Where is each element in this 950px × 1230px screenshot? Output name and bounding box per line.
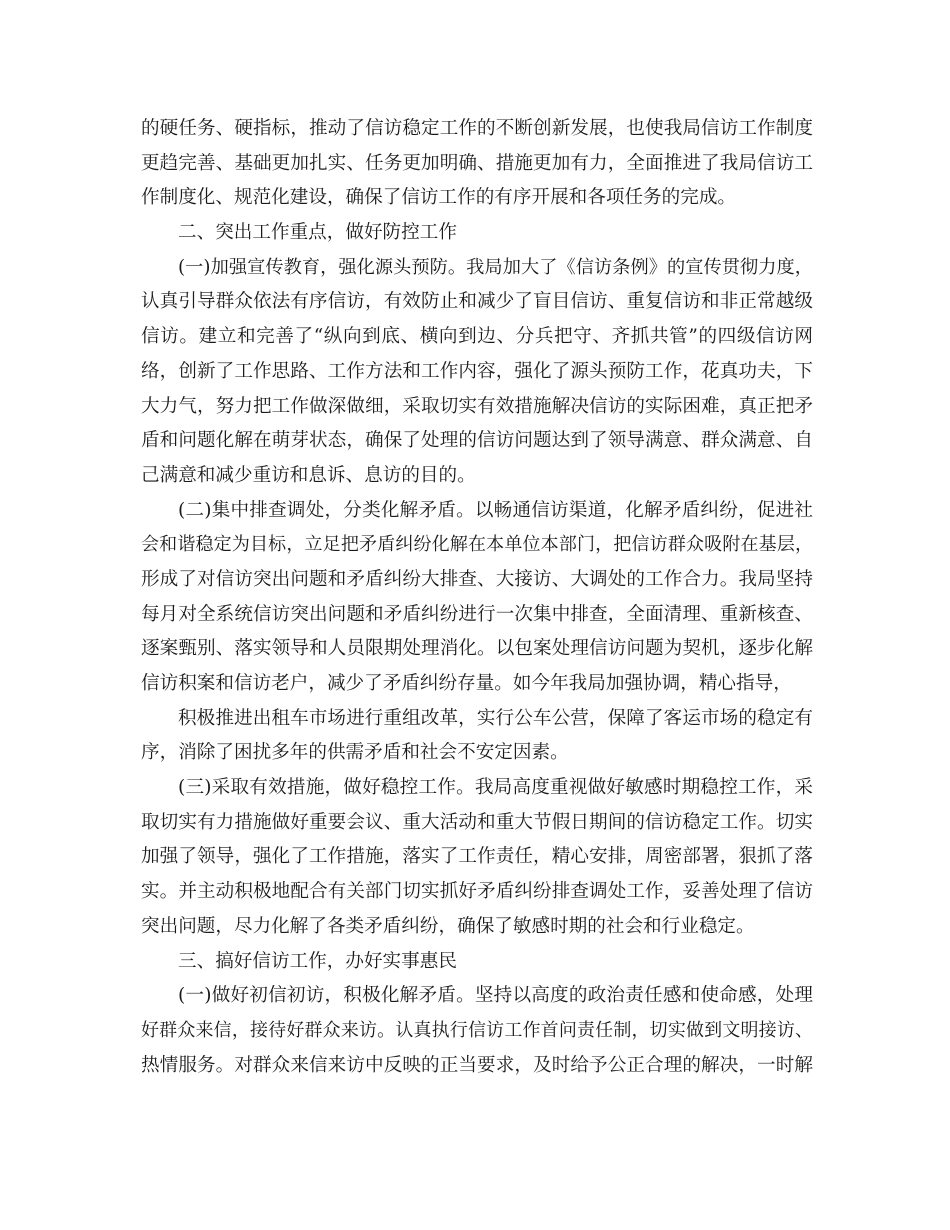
- paragraph-line: (一)做好初信初访，积极化解矛盾。坚持以高度的政治责任感和使命感，处理: [178, 985, 813, 1007]
- paragraph-line: 己满意和减少重访和息诉、息访的目的。: [141, 464, 476, 486]
- paragraph-line: 加强了领导，强化了工作措施，落实了工作责任，精心安排，周密部署，狠抓了落: [141, 846, 813, 868]
- section-heading-line: 二、突出工作重点，做好防控工作: [178, 222, 457, 244]
- paragraph-line: 的硬任务、硬指标，推动了信访稳定工作的不断创新发展，也使我局信访工作制度: [141, 118, 813, 139]
- section-heading-line: 三、搞好信访工作，办好实事惠民: [178, 950, 457, 972]
- paragraph-line: 认真引导群众依法有序信访，有效防止和减少了盲目信访、重复信访和非正常越级: [141, 291, 813, 313]
- paragraph-line: (三)采取有效措施，做好稳控工作。我局高度重视做好敏感时期稳控工作，采: [178, 777, 813, 799]
- paragraph-line: 好群众来信，接待好群众来访。认真执行信访工作首问责任制，切实做到文明接访、: [141, 1019, 813, 1041]
- paragraph-line: 大力气，努力把工作做深做细，采取切实有效措施解决信访的实际困难，真正把矛: [141, 395, 813, 417]
- paragraph-line: 络，创新了工作思路、工作方法和工作内容，强化了源头预防工作，花真功夫，下: [141, 360, 813, 382]
- paragraph-line: 每月对全系统信访突出问题和矛盾纠纷进行一次集中排查，全面清理、重新核查、: [141, 603, 813, 625]
- paragraph-line: 会和谐稳定为目标，立足把矛盾纠纷化解在本单位本部门，把信访群众吸附在基层，: [141, 534, 813, 556]
- paragraph-line: 实。并主动积极地配合有关部门切实抓好矛盾纠纷排查调处工作，妥善处理了信访: [141, 881, 813, 903]
- paragraph-line: (二)集中排查调处，分类化解矛盾。以畅通信访渠道，化解矛盾纠纷，促进社: [178, 499, 813, 521]
- paragraph-line: 热情服务。对群众来信来访中反映的正当要求，及时给予公正合理的解决，一时解: [141, 1054, 813, 1076]
- paragraph-line: 积极推进出租车市场进行重组改革，实行公车公营，保障了客运市场的稳定有: [178, 707, 813, 729]
- paragraph-line: 逐案甄别、落实领导和人员限期处理消化。以包案处理信访问题为契机，逐步化解: [141, 638, 813, 660]
- paragraph-line: (一)加强宣传教育，强化源头预防。我局加大了《信访条例》的宣传贯彻力度，: [178, 256, 813, 278]
- paragraph-line: 信访积案和信访老户，减少了矛盾纠纷存量。如今年我局加强协调，精心指导，: [141, 673, 792, 694]
- paragraph-line: 盾和问题化解在萌芽状态，确保了处理的信访问题达到了领导满意、群众满意、自: [141, 430, 813, 452]
- paragraph-line: 作制度化、规范化建设，确保了信访工作的有序开展和各项任务的完成。: [141, 187, 737, 209]
- paragraph-line: 信访。建立和完善了“纵向到底、横向到边、分兵把守、齐抓共管”的四级信访网: [141, 326, 813, 348]
- paragraph-line: 取切实有力措施做好重要会议、重大活动和重大节假日期间的信访稳定工作。切实: [141, 811, 813, 833]
- document-body: [141, 112, 813, 1083]
- paragraph-line: 序，消除了困扰多年的供需矛盾和社会不安定因素。: [141, 742, 569, 764]
- paragraph-line: 突出问题，尽力化解了各类矛盾纠纷，确保了敏感时期的社会和行业稳定。: [141, 915, 755, 937]
- paragraph-line: 形成了对信访突出问题和矛盾纠纷大排查、大接访、大调处的工作合力。我局坚持: [141, 568, 813, 590]
- paragraph-line: 更趋完善、基础更加扎实、任务更加明确、措施更加有力，全面推进了我局信访工: [141, 152, 813, 174]
